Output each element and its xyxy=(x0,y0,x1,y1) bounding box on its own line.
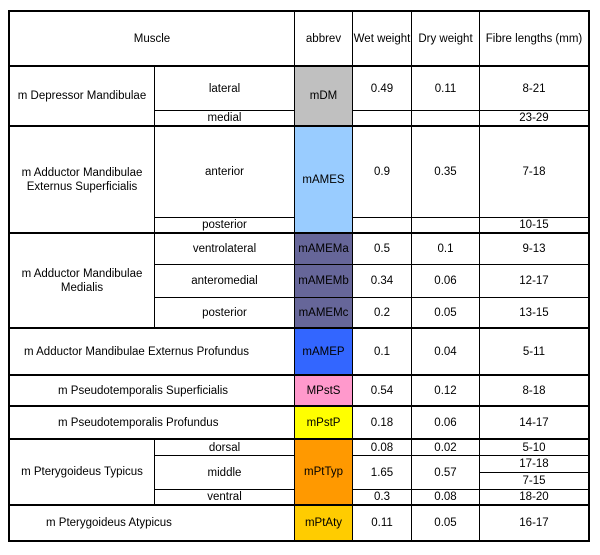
part-label: posterior xyxy=(155,298,295,329)
abbrev-cell: mAMEP xyxy=(295,329,353,376)
abbrev-cell: MPstS xyxy=(295,376,353,407)
wet-weight: 0.18 xyxy=(353,407,412,440)
dry-weight xyxy=(412,111,480,127)
wet-weight: 0.54 xyxy=(353,376,412,407)
dry-weight: 0.02 xyxy=(412,440,480,456)
header-muscle: Muscle xyxy=(8,10,295,67)
wet-weight: 0.5 xyxy=(353,234,412,265)
abbrev-cell: mPstP xyxy=(295,407,353,440)
muscle-name: m Pseudotemporalis Profundus xyxy=(8,407,295,440)
dry-weight: 0.06 xyxy=(412,407,480,440)
part-label: medial xyxy=(155,111,295,127)
fibre-length: 23-29 xyxy=(480,111,590,127)
wet-weight: 0.1 xyxy=(353,329,412,376)
part-label: anteromedial xyxy=(155,265,295,298)
abbrev-cell: mAMEMa xyxy=(295,234,353,265)
dry-weight: 0.08 xyxy=(412,490,480,506)
wet-weight: 0.11 xyxy=(353,506,412,542)
wet-weight: 0.2 xyxy=(353,298,412,329)
part-label: ventrolateral xyxy=(155,234,295,265)
part-label: lateral xyxy=(155,67,295,111)
fibre-length: 14-17 xyxy=(480,407,590,440)
dry-weight: 0.35 xyxy=(412,127,480,218)
dry-weight: 0.04 xyxy=(412,329,480,376)
fibre-length: 12-17 xyxy=(480,265,590,298)
dry-weight: 0.05 xyxy=(412,298,480,329)
header-abbrev: abbrev xyxy=(295,10,353,67)
muscle-name: m Adductor Mandibulae Externus Profundus xyxy=(8,329,295,376)
part-label: posterior xyxy=(155,218,295,234)
header-wet-weight: Wet weight xyxy=(353,10,412,67)
abbrev-cell: mPtTyp xyxy=(295,440,353,506)
muscle-name: m Pterygoideus Typicus xyxy=(8,440,155,506)
fibre-length: 5-10 xyxy=(480,440,590,456)
wet-weight: 1.65 xyxy=(353,456,412,490)
part-label: middle xyxy=(155,456,295,490)
muscle-name: m Pseudotemporalis Superficialis xyxy=(8,376,295,407)
fibre-length: 17-18 xyxy=(480,456,590,473)
fibre-length: 18-20 xyxy=(480,490,590,506)
fibre-length: 13-15 xyxy=(480,298,590,329)
wet-weight: 0.49 xyxy=(353,67,412,111)
wet-weight: 0.3 xyxy=(353,490,412,506)
wet-weight xyxy=(353,111,412,127)
part-label: ventral xyxy=(155,490,295,506)
wet-weight: 0.9 xyxy=(353,127,412,218)
fibre-length: 10-15 xyxy=(480,218,590,234)
abbrev-cell: mPtAty xyxy=(295,506,353,542)
part-label: anterior xyxy=(155,127,295,218)
abbrev-cell: mDM xyxy=(295,67,353,127)
abbrev-cell: mAMEMb xyxy=(295,265,353,298)
abbrev-cell: mAMES xyxy=(295,127,353,234)
wet-weight: 0.08 xyxy=(353,440,412,456)
fibre-length: 16-17 xyxy=(480,506,590,542)
dry-weight: 0.05 xyxy=(412,506,480,542)
muscle-name: m Adductor Mandibulae Externus Superficialis xyxy=(8,127,155,234)
wet-weight: 0.34 xyxy=(353,265,412,298)
part-label: dorsal xyxy=(155,440,295,456)
dry-weight: 0.12 xyxy=(412,376,480,407)
fibre-length: 8-21 xyxy=(480,67,590,111)
muscle-name: m Pterygoideus Atypicus xyxy=(8,506,295,542)
wet-weight xyxy=(353,218,412,234)
abbrev-cell: mAMEMc xyxy=(295,298,353,329)
fibre-length: 7-15 xyxy=(480,473,590,490)
fibre-length: 7-18 xyxy=(480,127,590,218)
fibre-length: 9-13 xyxy=(480,234,590,265)
dry-weight xyxy=(412,218,480,234)
fibre-length: 5-11 xyxy=(480,329,590,376)
muscle-name: m Depressor Mandibulae xyxy=(8,67,155,127)
header-dry-weight: Dry weight xyxy=(412,10,480,67)
dry-weight: 0.11 xyxy=(412,67,480,111)
dry-weight: 0.1 xyxy=(412,234,480,265)
dry-weight: 0.06 xyxy=(412,265,480,298)
dry-weight: 0.57 xyxy=(412,456,480,490)
muscle-name: m Adductor Mandibulae Medialis xyxy=(8,234,155,329)
fibre-length: 8-18 xyxy=(480,376,590,407)
header-fibre-lengths: Fibre lengths (mm) xyxy=(480,10,590,67)
